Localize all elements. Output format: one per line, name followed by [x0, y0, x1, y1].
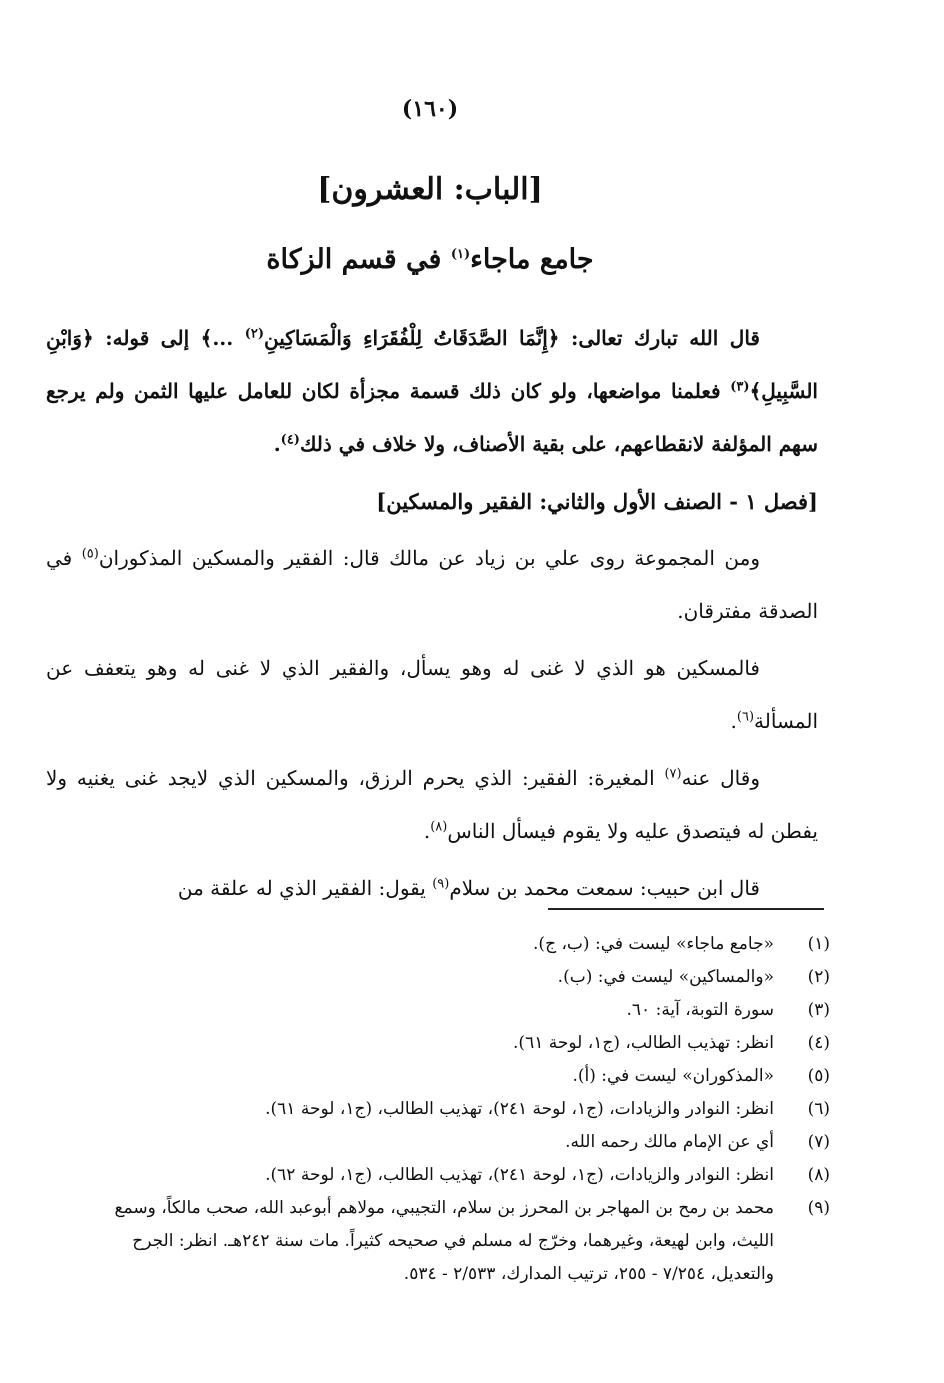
footnote-text: انظر: النوادر والزيادات، (ج١، لوحة ٢٤١)، تهذيب الطالب، (ج١، لوحة ٦٢). — [265, 1165, 774, 1185]
chapter-subtitle — [0, 244, 860, 275]
footnote-number: (٣) — [807, 1000, 830, 1020]
chapter-title: [الباب: العشرون] — [317, 172, 543, 207]
main-text — [46, 312, 818, 915]
footnote-number: (٨) — [807, 1165, 830, 1185]
paragraph-text: في الصدقة مفترقان. — [46, 546, 818, 623]
footnote — [100, 1027, 830, 1060]
footnote — [100, 1159, 830, 1192]
footnote — [100, 1126, 830, 1159]
section-heading: [فصل ١ - الصنف الأول والثاني: الفقير والمسكين] — [376, 489, 818, 514]
paragraph-text: قال ابن حبيب: سمعت محمد بن سلام — [449, 876, 760, 900]
footnote-ref: (٢) — [244, 326, 265, 342]
footnote — [100, 928, 830, 961]
paragraph-text: ...﴾ إلى قوله: ﴿وَابْنِ السَّبِيلِ﴾ — [46, 326, 818, 403]
paragraph-end: . — [273, 432, 281, 456]
footnote-text: محمد بن رمح بن المهاجر بن المحرز بن سلام، التجيبي، مولاهم أبوعبد الله، صحب مالكاً، وسمع الليث، وابن لهيعة، وغيرهما، وخرّج له مسلم في صحيحه كثيراً. مات سنة ٢٤٢هـ. انظر: الجرح والتعديل، ٧/٢٥٤ - ٢٥٥، ترتيب المدارك، ٢/٥٣٣ - ٥٣٤. — [114, 1198, 774, 1284]
footnote-number: (١) — [807, 934, 830, 954]
footnote-ref: (٨) — [430, 819, 448, 835]
footnote-ref: (٤) — [280, 432, 300, 448]
paragraph-text: ومن المجموعة روى علي بن زياد عن مالك قال: الفقير والمسكين المذكوران — [98, 546, 760, 570]
footnote — [100, 994, 830, 1027]
footnote-number: (٤) — [807, 1033, 830, 1053]
paragraph-text: فعلمنا مواضعها، ولو كان ذلك قسمة مجزأة لكان للعامل عليها الثمن ولم يرجع سهم المؤلفة لانقطاعهم، على بقية الأصناف، ولا خلاف في ذلك — [46, 379, 818, 456]
footnote-separator — [548, 908, 824, 910]
footnote-number: (٦) — [807, 1099, 830, 1119]
footnote-number: (٢) — [807, 967, 830, 987]
footnote — [100, 1093, 830, 1126]
paragraph-end: . — [730, 709, 737, 733]
footnote-text: انظر: تهذيب الطالب، (ج١، لوحة ٦١). — [513, 1033, 774, 1053]
paragraph-text: قال الله تبارك تعالى: ﴿إِنَّمَا الصَّدَقَاتُ لِلْفُقَرَاءِ وَالْمَسَاكِينِ — [264, 326, 760, 350]
footnote-ref: (٣) — [730, 379, 750, 395]
paragraph-3 — [46, 642, 818, 748]
paragraph-4 — [46, 752, 818, 858]
footnote — [100, 961, 830, 994]
footnote-text: سورة التوبة، آية: ٦٠. — [626, 1000, 774, 1020]
page-number: (١٦٠) — [401, 96, 459, 122]
paragraph-text: المغيرة: الفقير: الذي يحرم الرزق، والمسكين الذي لايجد غنى يغنيه ولا يفطن له فيتصدق عليه ولا يقوم فيسأل الناس — [46, 766, 818, 843]
subtitle-tail: في قسم الزكاة — [266, 244, 442, 275]
paragraph-1 — [46, 312, 818, 471]
footnote-ref: (٧) — [664, 766, 682, 782]
paragraph-text: يقول: الفقير الذي له علقة من — [177, 876, 433, 900]
footnote-text: «والمساكين» ليست في: (ب). — [557, 967, 774, 987]
footnote-text: «المذكوران» ليست في: (أ). — [572, 1066, 774, 1086]
footnote-text: أي عن الإمام مالك رحمه الله. — [565, 1132, 774, 1152]
footnote-ref: (٩) — [432, 876, 450, 892]
footnote-text: «جامع ماجاء» ليست في: (ب، ج). — [533, 934, 774, 954]
footnote — [100, 1192, 830, 1291]
footnotes — [100, 928, 830, 1291]
paragraph-text: فالمسكين هو الذي لا غنى له وهو يسأل، والفقير الذي لا غنى له وهو يتعفف عن المسألة — [46, 656, 818, 733]
footnote-ref: (١) — [450, 247, 471, 262]
footnote — [100, 1060, 830, 1093]
subtitle-text: جامع ماجاء — [470, 244, 594, 275]
footnote-ref: (٦) — [736, 709, 755, 725]
footnote-text: انظر: النوادر والزيادات، (ج١، لوحة ٢٤١)، تهذيب الطالب، (ج١، لوحة ٦١). — [265, 1099, 774, 1119]
footnote-number: (٥) — [807, 1066, 830, 1086]
paragraph-2 — [46, 532, 818, 638]
footnote-number: (٩) — [807, 1198, 830, 1218]
paragraph-text: وقال عنه — [681, 766, 760, 790]
paragraph-end: . — [423, 819, 431, 843]
footnote-ref: (٥) — [81, 546, 99, 562]
footnote-number: (٧) — [807, 1132, 830, 1152]
